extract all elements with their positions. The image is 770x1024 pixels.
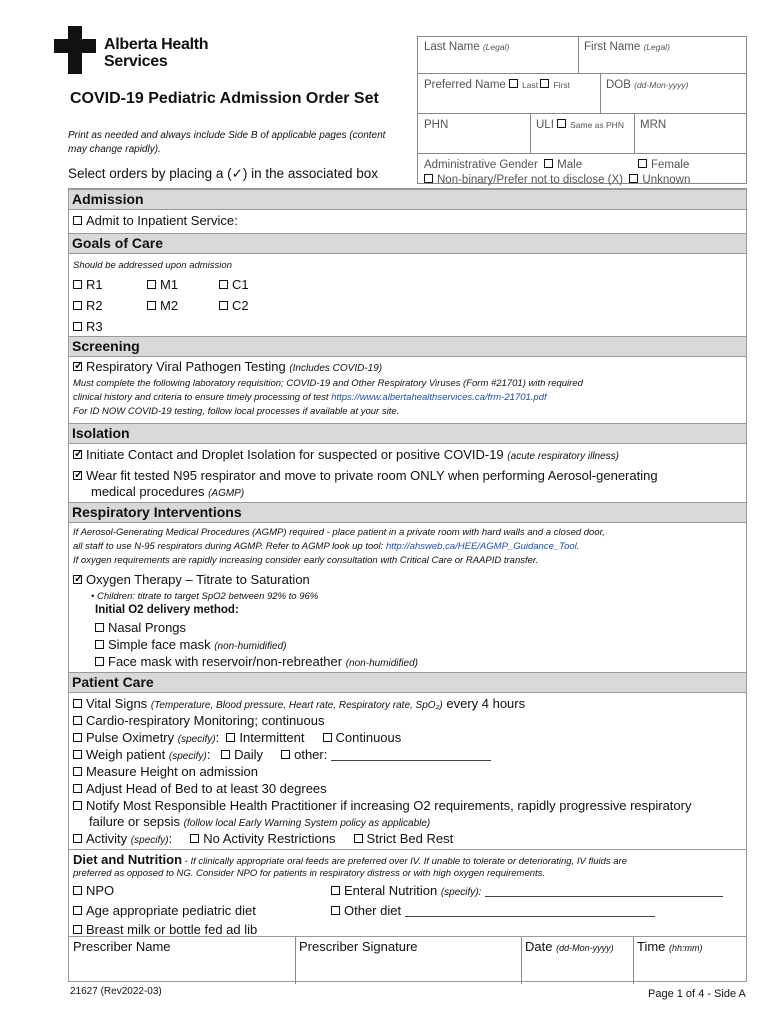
head-of-bed-item[interactable]: Adjust Head of Bed to at least 30 degrees	[73, 781, 327, 796]
agmp-tool-link[interactable]: http://ahsweb.ca/HEE/AGMP_Guidance_Tool	[385, 541, 577, 552]
viral-testing-item[interactable]: ✓Respiratory Viral Pathogen Testing (Includes COVID-19)	[73, 359, 382, 374]
other-checkbox	[281, 750, 290, 759]
phn-field[interactable]: PHN	[424, 119, 449, 131]
goc-m1[interactable]: M1	[147, 277, 178, 292]
viral-testing-checkbox	[73, 362, 82, 371]
nasal-prongs-item[interactable]: Nasal Prongs	[95, 620, 186, 635]
section-respiratory: Respiratory Interventions	[69, 502, 746, 523]
section-admission: Admission	[69, 189, 746, 210]
logo-line1: Alberta Health	[104, 36, 209, 53]
logo-line2: Services	[104, 53, 168, 70]
document-title: COVID-19 Pediatric Admission Order Set	[70, 90, 379, 107]
reservoir-mask-item[interactable]: Face mask with reservoir/non-rebreather (non-humidified)	[95, 654, 418, 669]
no-activity-checkbox	[190, 834, 199, 843]
preferred-name-field[interactable]: Preferred Name Last First	[424, 79, 570, 91]
notify-mrhp-item[interactable]: Notify Most Responsible Health Practitioner if increasing O2 requirements, rapidly progressive respiratory	[73, 798, 691, 813]
last-name-field[interactable]: Last Name (Legal)	[424, 41, 510, 53]
orders-table	[68, 188, 747, 982]
enteral-item[interactable]: Enteral Nutrition (specify):	[331, 883, 723, 898]
bed-rest-checkbox	[354, 834, 363, 843]
time-field[interactable]: Time (hh:mm)	[637, 939, 703, 954]
ahs-logo-mark-icon	[54, 26, 98, 74]
form-21701-link[interactable]: https://www.albertahealthservices.ca/frm-21701.pdf	[331, 392, 547, 403]
screening-note3: For ID NOW COVID-19 testing, follow local processes if available at your site.	[73, 406, 400, 417]
isolation-checkbox2	[73, 471, 82, 480]
section-isolation: Isolation	[69, 423, 746, 444]
uli-field[interactable]: ULI Same as PHN	[536, 119, 624, 131]
pulse-oximetry-item[interactable]: Pulse Oximetry (specify): Intermittent Continuous	[73, 730, 401, 745]
form-number: 21627 (Rev2022-03)	[70, 986, 162, 997]
continuous-checkbox	[323, 733, 332, 742]
oxygen-checkbox	[73, 575, 82, 584]
mrn-field[interactable]: MRN	[640, 119, 667, 131]
female-checkbox[interactable]	[638, 159, 647, 168]
admin-gender-field: Administrative Gender Male Female Non-binary/Prefer not to disclose (X) Unknown	[424, 159, 691, 186]
notify-mrhp-cont: failure or sepsis (follow local Early Warning System policy as applicable)	[89, 814, 431, 829]
pediatric-diet-item[interactable]: Age appropriate pediatric diet	[73, 903, 256, 918]
diet-heading: Diet and Nutrition - If clinically appropriate oral feeds are preferred over IV. If unable to tolerate or deteriorating, IV fluids are	[73, 852, 628, 867]
first-name-field[interactable]: First Name (Legal)	[584, 41, 670, 53]
goc-r3[interactable]: R3	[73, 319, 103, 334]
npo-item[interactable]: NPO	[73, 883, 114, 898]
isolation-checkbox1	[73, 450, 82, 459]
other-diet-field[interactable]	[405, 916, 655, 917]
unknown-checkbox[interactable]	[629, 174, 638, 183]
screening-note1: Must complete the following laboratory requisition; COVID-19 and Other Respiratory Viruses (Form #21701) with required	[73, 378, 583, 389]
intermittent-checkbox	[226, 733, 235, 742]
print-instructions: Print as needed and always include Side B of applicable pages (content may change rapidly).	[68, 130, 386, 155]
oxygen-therapy-item[interactable]: ✓Oxygen Therapy – Titrate to Saturation	[73, 572, 310, 587]
admit-checkbox	[73, 216, 82, 225]
goals-note: Should be addressed upon admission	[73, 260, 232, 271]
patient-id-box	[417, 36, 747, 184]
select-instruction: Select orders by placing a (✓) in the associated box	[68, 166, 378, 181]
children-note: • Children: titrate to target SpO2 between 92% to 96%	[91, 591, 319, 602]
breast-milk-item[interactable]: Breast milk or bottle fed ad lib	[73, 922, 257, 937]
isolation-item2-cont: medical procedures (AGMP)	[91, 484, 245, 499]
weigh-patient-item[interactable]: Weigh patient (specify): Daily other:	[73, 747, 491, 762]
goc-r2[interactable]: R2	[73, 298, 103, 313]
goc-c1[interactable]: C1	[219, 277, 249, 292]
date-field[interactable]: Date (dd-Mon-yyyy)	[525, 939, 614, 954]
resp-note3: If oxygen requirements are rapidly increasing consider early consultation with Critical Care or RAAPID transfer.	[73, 555, 539, 566]
goc-c2[interactable]: C2	[219, 298, 249, 313]
page-number: Page 1 of 4 - Side A	[648, 988, 746, 1000]
ahs-logo	[54, 26, 224, 78]
cardio-item[interactable]: Cardio-respiratory Monitoring; continuous	[73, 713, 324, 728]
daily-checkbox	[221, 750, 230, 759]
other-weigh-field[interactable]	[331, 760, 491, 761]
prescriber-name-field[interactable]: Prescriber Name	[73, 939, 171, 954]
height-item[interactable]: Measure Height on admission	[73, 764, 258, 779]
goc-r1[interactable]: R1	[73, 277, 103, 292]
section-screening: Screening	[69, 336, 746, 357]
diet-note2: preferred as opposed to NG. Consider NPO for patients in respiratory distress or with high oxygen requirements.	[73, 868, 546, 879]
section-patient-care: Patient Care	[69, 672, 746, 693]
prescriber-signature-field[interactable]: Prescriber Signature	[299, 939, 418, 954]
enteral-specify-field[interactable]	[485, 896, 723, 897]
vital-signs-item[interactable]: Vital Signs (Temperature, Blood pressure, Heart rate, Respiratory rate, SpO₂) every 4 hours	[73, 696, 525, 711]
isolation-item1[interactable]: ✓Initiate Contact and Droplet Isolation for suspected or positive COVID-19 (acute respiratory illness)	[73, 447, 619, 462]
simple-mask-item[interactable]: Simple face mask (non-humidified)	[95, 637, 286, 652]
activity-item[interactable]: Activity (specify): No Activity Restrictions Strict Bed Rest	[73, 831, 453, 846]
other-diet-item[interactable]: Other diet	[331, 903, 655, 918]
initial-o2-label: Initial O2 delivery method:	[95, 604, 239, 616]
admit-inpatient-item[interactable]: Admit to Inpatient Service:	[73, 213, 238, 228]
screening-note2: clinical history and criteria to ensure timely processing of test https://www.albertahealthservices.ca/frm-21701.pdf	[73, 392, 547, 403]
goc-m2[interactable]: M2	[147, 298, 178, 313]
signature-row	[69, 936, 746, 986]
resp-note2: all staff to use N-95 respirators during AGMP. Refer to AGMP look up tool: http://ahsweb.ca/HEE/AGMP_Guidance_Tool.	[73, 541, 580, 552]
resp-note1: If Aerosol-Generating Medical Procedures (AGMP) required - place patient in a private room with hard walls and a closed door,	[73, 527, 605, 538]
nonbinary-checkbox[interactable]	[424, 174, 433, 183]
section-goals-of-care: Goals of Care	[69, 233, 746, 254]
male-checkbox[interactable]	[544, 159, 553, 168]
dob-field[interactable]: DOB (dd-Mon-yyyy)	[606, 79, 689, 91]
isolation-item2[interactable]: ✓Wear fit tested N95 respirator and move to private room ONLY when performing Aerosol-generating	[73, 468, 658, 483]
